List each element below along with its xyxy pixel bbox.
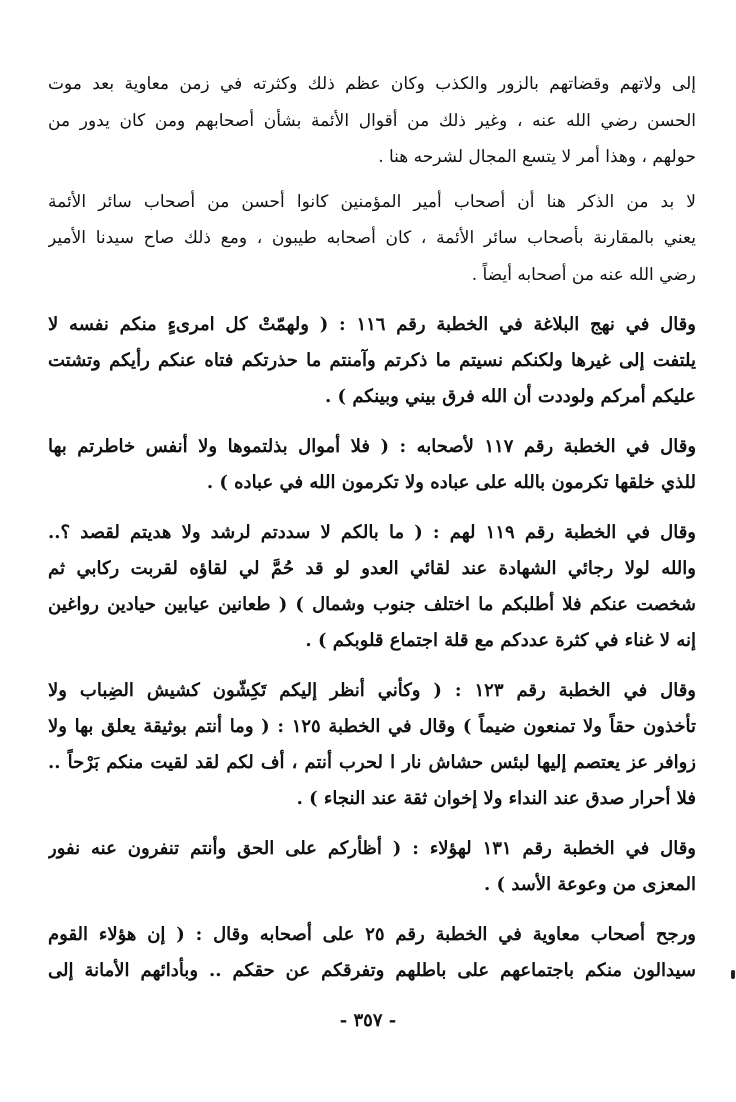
paragraph-1 — [48, 66, 696, 176]
text-line: حولهم ، وهذا أمر لا يتسع المجال لشرحه هنا . — [378, 147, 696, 167]
page-body-text — [48, 66, 696, 989]
text-line: وقال في الخطبة رقم ١١٧ لأصحابه : ( فلا أموال بذلتموها ولا أنفس خاطرتم بها — [48, 436, 696, 457]
text-line: إلى ولاتهم وقضاتهم بالزور والكذب وكان عظم ذلك وكثرته في زمن معاوية بعد موت — [48, 74, 696, 94]
text-line: وقال في الخطبة رقم ١١٩ لهم : ( ما بالكم لا سددتم لرشد ولا هديتم لقصد ؟.. — [48, 522, 696, 543]
text-line: فلا أحرار صدق عند النداء ولا إخوان ثقة عند النجاء ) . — [296, 788, 696, 809]
text-line: إنه لا غناء في كثرة عددكم مع قلة اجتماع قلوبكم ) . — [305, 630, 696, 651]
paragraph-7 — [48, 831, 696, 903]
text-line: ورجح أصحاب معاوية في الخطبة رقم ٢٥ على أصحابه وقال : ( إن هؤلاء القوم — [48, 924, 696, 945]
text-line: زوافر عز يعتصم إليها لبئس حشاش نار ا لحرب أنتم ، أف لكم لقد لقيت منكم بَرْحاً .. — [48, 752, 696, 773]
text-line: للذي خلقها تكرمون بالله على عباده ولا تكرمون الله في عباده ) . — [206, 472, 696, 493]
text-line: تأخذون حقاً ولا تمنعون ضيماً ) وقال في الخطبة ١٢٥ : ( وما أنتم بوثيقة يعلق بها ولا — [48, 716, 696, 737]
paragraph-3 — [48, 307, 696, 415]
text-line: وقال في نهج البلاغة في الخطبة رقم ١١٦ : ( ولهمّتْ كل امرىءٍ منكم نفسه لا — [48, 314, 696, 335]
text-line: وقال في الخطبة رقم ١٢٣ : ( وكأني أنظر إليكم تَكِشّون كشيش الضِباب ولا — [48, 680, 696, 701]
text-line: يلتفت إلى غيرها ولكنكم نسيتم ما ذكرتم وآمنتم ما حذرتكم فتاه عنكم رأيكم وتشتت — [48, 350, 696, 371]
text-line: المعزى من وعوعة الأسد ) . — [484, 874, 696, 895]
text-line: سيدالون منكم باجتماعهم على باطلهم وتفرقكم عن حقكم .. وبأدائهم الأمانة إلى — [48, 960, 696, 981]
text-line: شخصت عنكم فلا أطلبكم ما اختلف جنوب وشمال ) ( طعانين عيابين حيادين رواغين — [48, 594, 696, 615]
text-line: والله لولا رجائي الشهادة عند لقائي العدو لو قد حُمَّ لي لقاؤه لقربت ركابي ثم — [48, 558, 696, 579]
text-line: الحسن رضي الله عنه ، وغير ذلك من أقوال الأئمة بشأن أصحابهم ومن كان يدور من — [48, 110, 696, 131]
paragraph-4 — [48, 429, 696, 501]
text-line: وقال في الخطبة رقم ١٣١ لهؤلاء : ( أظأركم على الحق وأنتم تنفرون عنه نفور — [48, 838, 696, 859]
text-line: رضي الله عنه من أصحابه أيضاً . — [471, 264, 696, 285]
text-line: لا بد من الذكر هنا أن أصحاب أمير المؤمنين كانوا أحسن من أصحاب سائر الأئمة — [48, 191, 696, 212]
scan-edge-mark — [731, 970, 735, 979]
paragraph-2 — [48, 184, 696, 294]
paragraph-6 — [48, 673, 696, 817]
paragraph-8 — [48, 917, 696, 989]
page-number: - ٣٥٧ - — [339, 1010, 397, 1031]
text-line: يعني بالمقارنة بأصحاب سائر الأئمة ، كان أصحابه طيبون ، ومع ذلك صاح سيدنا الأمير — [48, 228, 696, 248]
paragraph-5 — [48, 515, 696, 659]
text-line: عليكم أمركم ولوددت أن الله فرق بيني وبينكم ) . — [325, 386, 696, 407]
